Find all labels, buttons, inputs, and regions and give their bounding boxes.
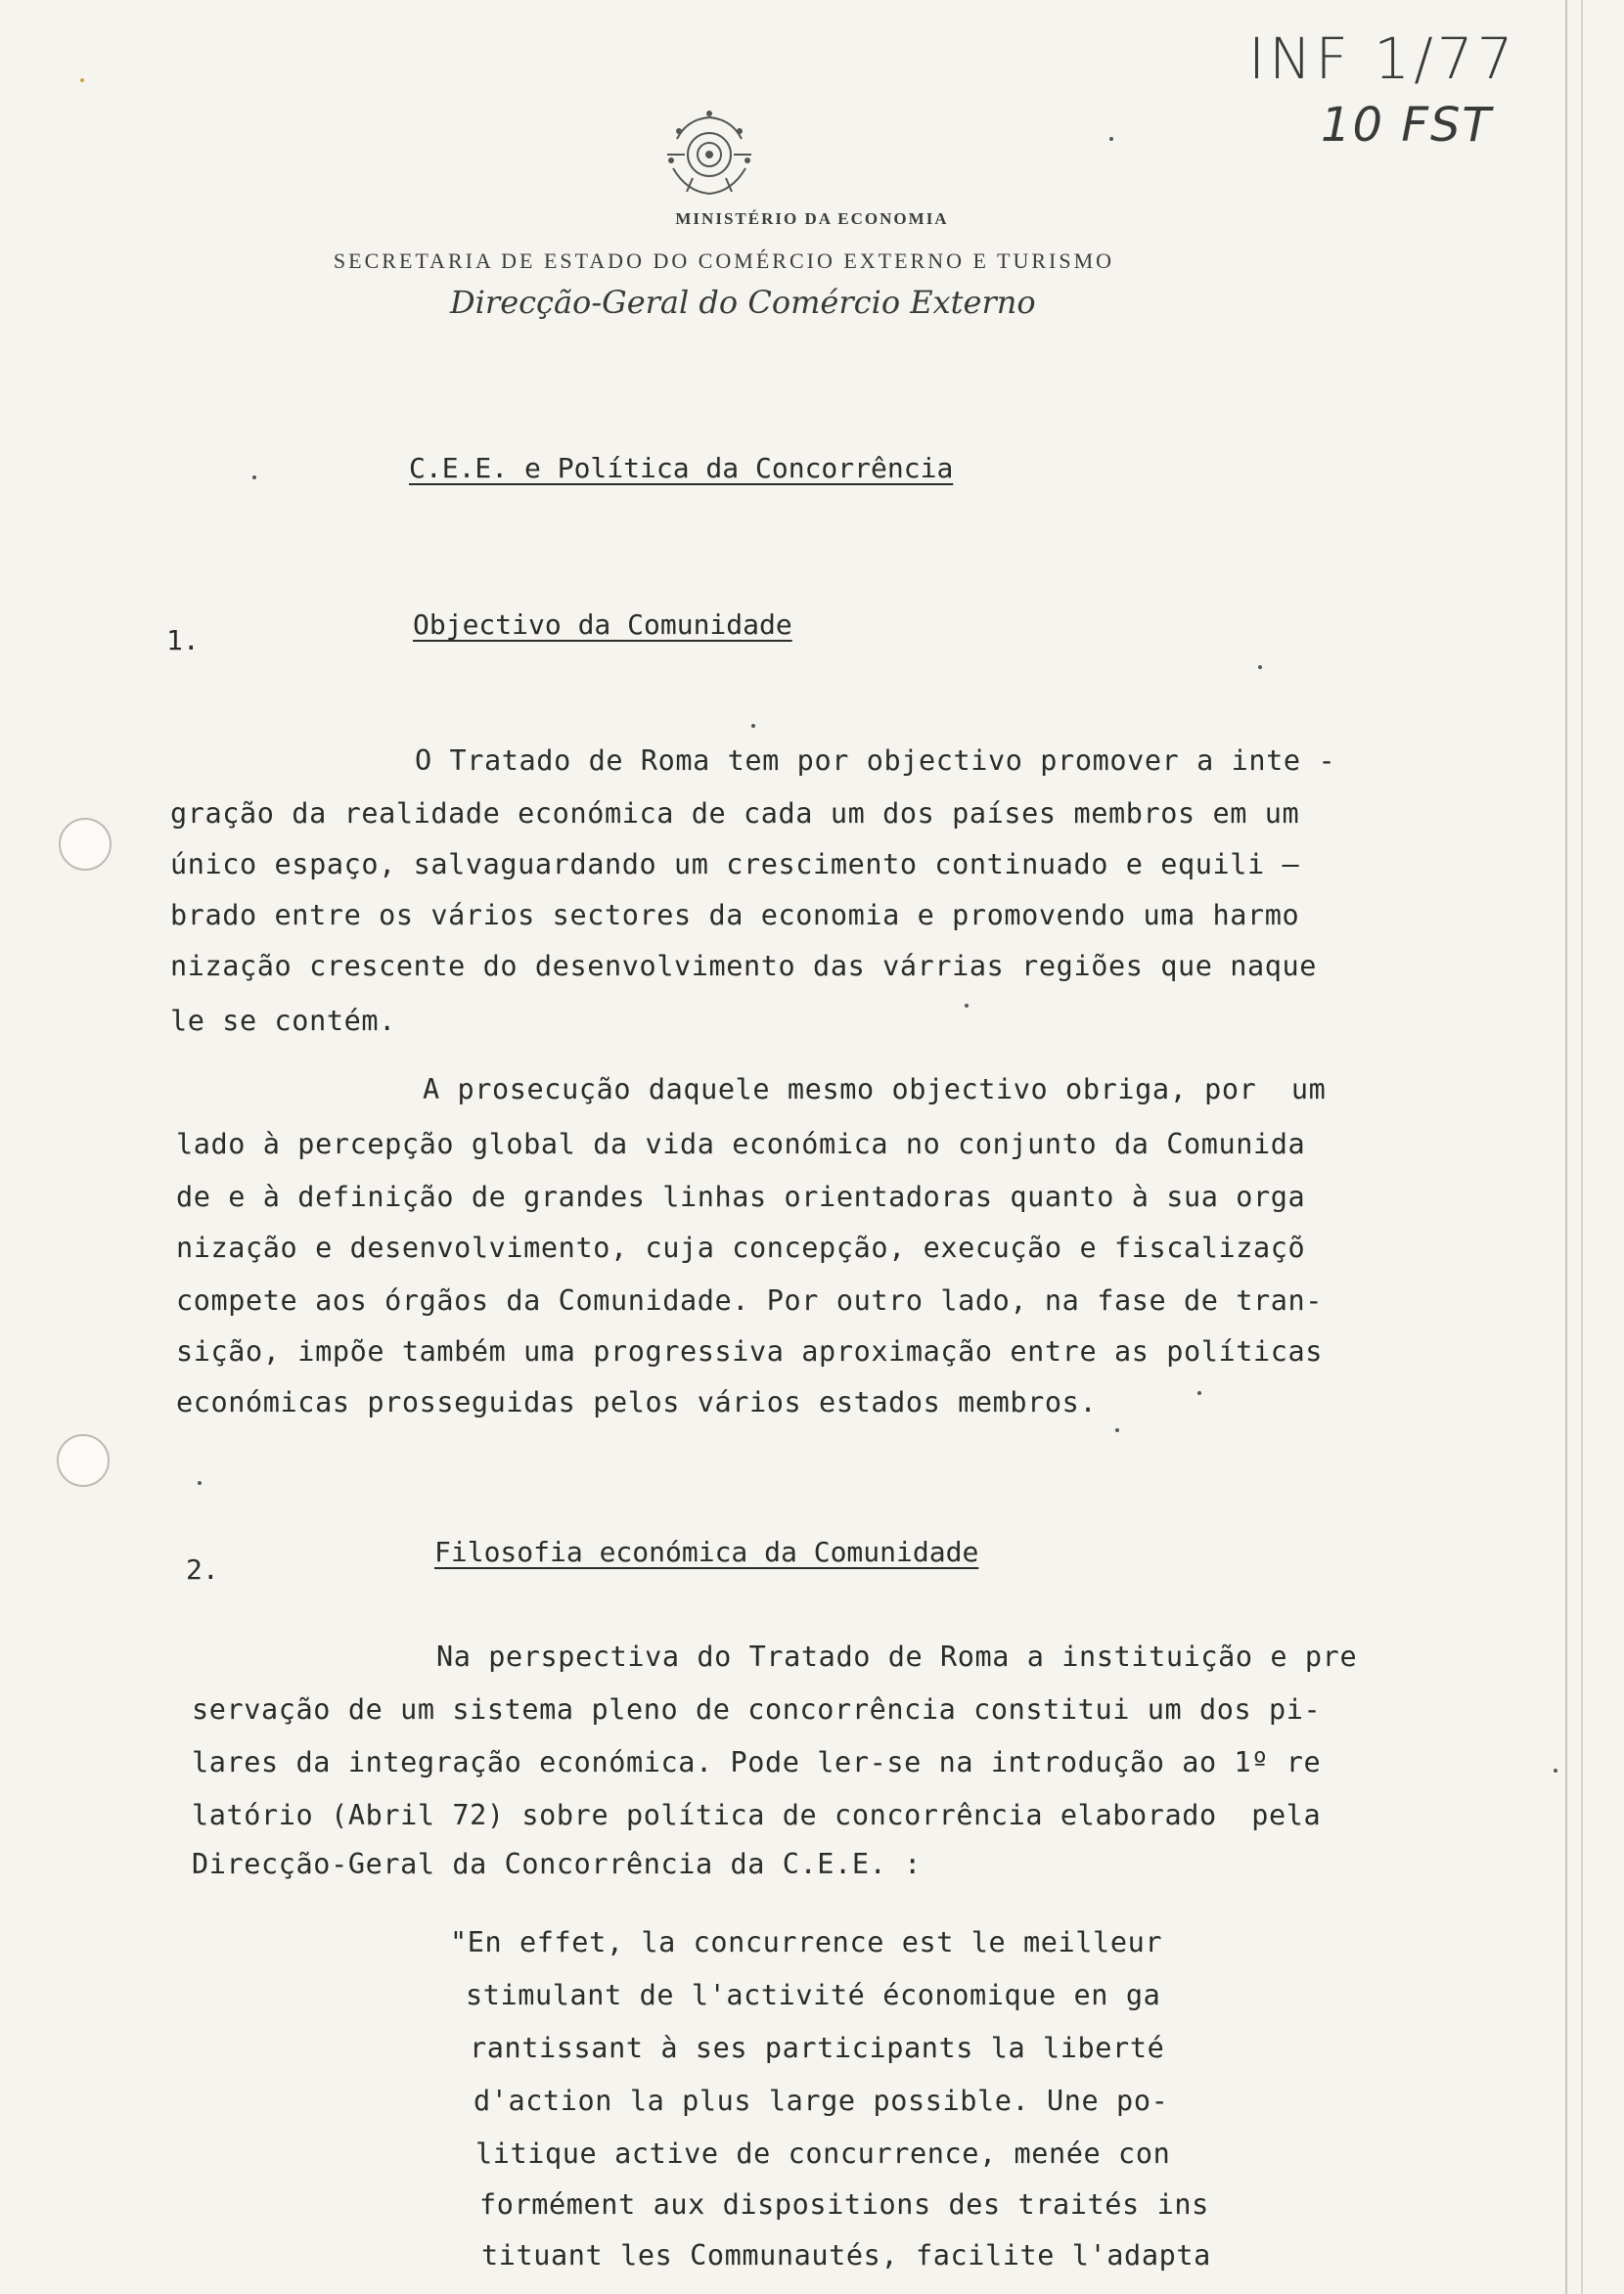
text-line: nização crescente do desenvolvimento das várrias regiões que naque xyxy=(170,950,1318,982)
text-line: brado entre os vários sectores da economia e promovendo uma harmo xyxy=(170,899,1300,931)
scan-speck xyxy=(1554,1769,1557,1773)
text-line: Direcção-Geral da Concorrência da C.E.E. : xyxy=(192,1848,922,1880)
section-number: 2. xyxy=(186,1553,219,1586)
secretaria-heading: SECRETARIA DE ESTADO DO COMÉRCIO EXTERNO E TURISMO xyxy=(333,248,1115,273)
reference-annotation-line1: INF 1/77 xyxy=(1248,25,1517,92)
reference-annotation-line2: 10 FST xyxy=(1321,98,1493,153)
scan-speck xyxy=(1109,137,1113,141)
scan-speck xyxy=(1258,665,1262,669)
page-edge-line xyxy=(1565,0,1567,2294)
text-line: de e à definição de grandes linhas orientadoras quanto à sua orga xyxy=(176,1181,1306,1213)
scan-speck xyxy=(751,724,755,728)
scan-speck xyxy=(1115,1428,1119,1432)
document-title: C.E.E. e Política da Concorrência xyxy=(409,452,954,484)
text-line: servação de um sistema pleno de concorrência constitui um dos pi- xyxy=(192,1693,1322,1726)
text-line: lado à percepção global da vida económica no conjunto da Comunida xyxy=(176,1128,1306,1160)
text-line: económicas prosseguidas pelos vários estados membros. xyxy=(176,1386,1098,1418)
quote-line: tituant les Communautés, facilite l'adapta xyxy=(481,2239,1211,2272)
text-line: compete aos órgãos da Comunidade. Por outro lado, na fase de tran- xyxy=(176,1284,1324,1317)
text-line: O Tratado de Roma tem por objectivo promover a inte - xyxy=(415,744,1336,777)
quote-line: d'action la plus large possible. Une po- xyxy=(474,2085,1169,2117)
text-line: le se contém. xyxy=(170,1005,396,1037)
section-heading: Objectivo da Comunidade xyxy=(413,608,792,641)
quote-line: rantissant à ses participants la liberté xyxy=(470,2032,1165,2064)
scan-speck xyxy=(252,475,256,479)
text-line: Na perspectiva do Tratado de Roma a instituição e pre xyxy=(436,1641,1358,1673)
page-edge-line xyxy=(1581,0,1583,2294)
scan-speck xyxy=(1197,1391,1201,1395)
text-line: nização e desenvolvimento, cuja concepção, execução e fiscalizaçõ xyxy=(176,1232,1306,1264)
text-line: gração da realidade económica de cada um dos países membros em um xyxy=(170,797,1300,830)
quote-line: litique active de concurrence, menée con xyxy=(475,2137,1171,2170)
text-line: A prosecução daquele mesmo objectivo obriga, por um xyxy=(423,1073,1327,1105)
quote-line: "En effet, la concurrence est le meilleur xyxy=(450,1926,1163,1958)
punch-hole xyxy=(59,818,112,871)
direccao-handwritten: Direcção-Geral do Comércio Externo xyxy=(450,284,1036,321)
ministry-heading: MINISTÉRIO DA ECONOMIA xyxy=(675,209,949,228)
quote-line: formément aux dispositions des traités ins xyxy=(479,2188,1209,2221)
scan-speck xyxy=(965,1004,969,1008)
text-line: único espaço, salvaguardando um crescimento continuado e equili — xyxy=(170,848,1300,880)
punch-hole xyxy=(57,1434,110,1487)
section-heading: Filosofia económica da Comunidade xyxy=(434,1536,979,1568)
coat-of-arms-seal xyxy=(657,110,761,200)
text-line: lares da integração económica. Pode ler-se na introdução ao 1º re xyxy=(192,1746,1322,1778)
section-number: 1. xyxy=(166,624,200,656)
scan-speck xyxy=(198,1481,202,1485)
quote-line: stimulant de l'activité économique en ga xyxy=(466,1979,1161,2011)
text-line: sição, impõe também uma progressiva aproximação entre as políticas xyxy=(176,1335,1324,1368)
text-line: latório (Abril 72) sobre política de concorrência elaborado pela xyxy=(192,1799,1322,1831)
scan-speck xyxy=(80,78,84,82)
